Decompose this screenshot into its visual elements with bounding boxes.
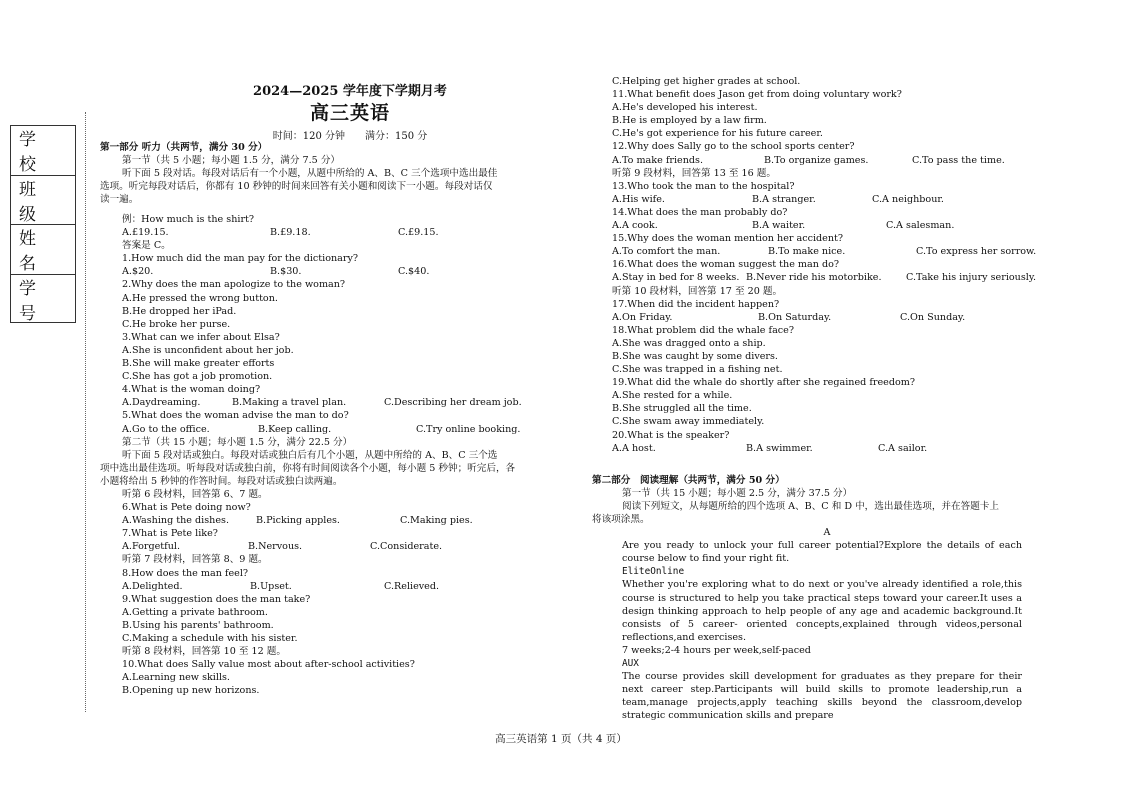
option: A.On Friday. — [612, 311, 673, 323]
option: C.Describing her dream job. — [384, 397, 522, 409]
name-label: 姓 名 — [11, 225, 75, 275]
page-footer: 高三英语第 1 页（共 4 页） — [495, 733, 627, 745]
option: B.Picking apples. — [256, 515, 340, 527]
options — [612, 442, 1042, 455]
instruction-line: 选项。听完每段对话后，你都有 10 秒钟的时间来回答有关小题和阅读下一小题。每段对话仅 — [100, 181, 493, 193]
option: B.Nervous. — [248, 541, 303, 553]
option: C.A salesman. — [886, 220, 955, 232]
question: 1.How much did the man pay for the dictionary? — [122, 253, 359, 265]
question: 4.What is the woman doing? — [122, 384, 261, 396]
option: A.$20. — [122, 266, 154, 278]
option: A.A host. — [612, 442, 656, 454]
option: A.Delighted. — [122, 580, 183, 592]
question: 10.What does Sally value most about after-school activities? — [122, 659, 415, 671]
option: C.She was trapped in a fishing net. — [612, 364, 783, 376]
option: A.Getting a private bathroom. — [122, 606, 268, 618]
option: C.A sailor. — [878, 442, 928, 454]
option: C.Considerate. — [370, 541, 443, 553]
question: 9.What suggestion does the man take? — [122, 593, 311, 605]
options — [100, 423, 560, 436]
option: B.A swimmer. — [746, 442, 813, 454]
option: A.To make friends. — [612, 154, 703, 166]
option: A.She was dragged onto a ship. — [612, 337, 766, 349]
option: A.Daydreaming. — [122, 397, 201, 409]
question: 16.What does the woman suggest the man do? — [612, 259, 840, 271]
material-heading: 听第 10 段材料，回答第 17 至 20 题。 — [612, 285, 783, 297]
option: C.He broke her purse. — [122, 318, 231, 330]
instruction-line: 读一遍。 — [100, 194, 139, 206]
binding-line — [85, 112, 86, 712]
course-meta: 7 weeks;2-4 hours per week,self-paced — [622, 644, 811, 656]
material-heading: 听第 8 段材料，回答第 10 至 12 题。 — [122, 646, 286, 658]
option: B.Making a travel plan. — [232, 397, 347, 409]
question: 17.When did the incident happen? — [612, 298, 780, 310]
option: A.His wife. — [612, 193, 665, 205]
part-heading: 第一部分 听力（共两节，满分 30 分） — [100, 142, 268, 153]
exam-subject: 高三英语 — [309, 102, 390, 124]
option: B.He dropped her iPad. — [122, 305, 237, 317]
option: A.He's developed his interest. — [612, 102, 758, 114]
option: A.Forgetful. — [122, 541, 180, 553]
question: 19.What did the whale do shortly after she regained freedom? — [612, 377, 915, 389]
options — [612, 154, 1042, 167]
course-description: Whether you're exploring what to do next or you've already identified a role,this course is structured to help you take practical steps toward your career.It uses a design thinking approach to help people of any age and academic background.It consists of 5 career- oriented concepts,explained through videos,personal reflections,and exercises. — [622, 579, 1022, 643]
question: 5.What does the woman advise the man to do? — [122, 410, 349, 422]
options — [100, 396, 560, 409]
material-heading: 听第 6 段材料，回答第 6、7 题。 — [122, 488, 268, 500]
option: A.To comfort the man. — [612, 246, 721, 258]
listening-header — [100, 141, 560, 206]
option: A.A cook. — [612, 220, 658, 232]
option: A.Stay in bed for 8 weeks. — [612, 272, 740, 284]
passage-label: A — [823, 527, 831, 539]
option: A.She is unconfident about her job. — [122, 344, 294, 356]
option: C.Take his injury seriously. — [906, 272, 1037, 284]
option: C.Making pies. — [400, 515, 473, 527]
option: C.Relieved. — [384, 580, 440, 592]
option: C.To express her sorrow. — [916, 246, 1037, 258]
material-heading: 听第 7 段材料，回答第 8、9 题。 — [122, 554, 268, 566]
section-heading: 第一节（共 15 小题；每小题 2.5 分，满分 37.5 分） — [622, 487, 853, 499]
course-name: AUX — [622, 658, 639, 670]
question: 11.What benefit does Jason get from doing voluntary work? — [612, 89, 902, 101]
options — [612, 245, 1042, 258]
options — [612, 311, 1042, 324]
part-heading: 第二部分 阅读理解（共两节，满分 50 分） — [592, 474, 785, 486]
question: 20.What is the speaker? — [612, 429, 730, 441]
option: C.Helping get higher grades at school. — [612, 76, 801, 87]
school-label: 学 校 — [11, 126, 75, 176]
question: 7.What is Pete like? — [122, 528, 218, 540]
options — [100, 265, 560, 278]
option: B.$30. — [270, 266, 302, 278]
options — [100, 580, 560, 593]
question: 13.Who took the man to the hospital? — [612, 180, 795, 192]
question: 8.How does the man feel? — [122, 567, 249, 579]
question: 3.What can we infer about Elsa? — [122, 331, 280, 343]
exam-title: 2024—2025 学年度下学期月考 — [253, 84, 447, 99]
section-heading: 第二节（共 15 小题；每小题 1.5 分，满分 22.5 分） — [122, 436, 353, 448]
option: B.Never ride his motorbike. — [746, 272, 882, 284]
option: B.A stranger. — [752, 193, 816, 205]
option: B.She struggled all the time. — [612, 403, 752, 415]
option: B.To organize games. — [764, 154, 869, 166]
option: B.She will make greater efforts — [122, 358, 275, 370]
options — [100, 540, 560, 553]
option: B.To make nice. — [768, 246, 846, 258]
option: B.On Saturday. — [758, 311, 832, 323]
left-column — [100, 213, 560, 697]
option: A.Learning new skills. — [122, 672, 230, 684]
option: C.She has got a job promotion. — [122, 371, 273, 383]
option: A.Washing the dishes. — [122, 515, 229, 527]
option: B.Keep calling. — [258, 423, 332, 435]
option: B.Using his parents' bathroom. — [122, 619, 274, 631]
instruction-line: 阅读下列短文，从每题所给的四个选项 A、B、C 和 D 中，选出最佳选项，并在答题卡上 — [622, 500, 999, 512]
course-name: EliteOnline — [622, 566, 685, 578]
student-id-label: 学 号 — [19, 279, 44, 325]
question: 15.Why does the woman mention her accident? — [612, 233, 844, 245]
example-answer: 答案是 C。 — [122, 240, 171, 252]
options — [612, 271, 1042, 284]
option: B.He is employed by a law firm. — [612, 115, 767, 127]
option: B.Upset. — [250, 580, 292, 592]
option: C.He's got experience for his future career. — [612, 128, 823, 140]
question: 12.Why does Sally go to the school sports center? — [612, 141, 855, 153]
instruction-line: 项中选出最佳选项。听每段对话或独白前，你将有时间阅读各个小题，每小题 5 秒钟；听完后，各 — [100, 462, 516, 474]
question: 2.Why does the man apologize to the woman? — [122, 279, 346, 291]
option: C.On Sunday. — [900, 311, 966, 323]
option: B.Opening up new horizons. — [122, 685, 260, 697]
options — [612, 193, 1042, 206]
option: C.Making a schedule with his sister. — [122, 633, 298, 644]
option: B.£9.18. — [270, 227, 311, 239]
option: A.He pressed the wrong button. — [122, 292, 278, 304]
option: C.$40. — [398, 266, 430, 278]
course-description: The course provides skill development for graduates as they prepare for their next career step.Participants will build skills to promote leadership,run a team,manage projects,apply teaching skills beyond the classroom,develop strategic communication skills and prepare — [622, 671, 1022, 722]
option: C.A neighbour. — [872, 193, 944, 205]
question: 6.What is Pete doing now? — [122, 502, 251, 514]
exam-time-score: 时间：120 分钟 满分：150 分 — [272, 131, 428, 142]
option: C.Try online booking. — [416, 423, 521, 435]
option: A.£19.15. — [122, 227, 169, 239]
section-heading: 第一节（共 5 小题；每小题 1.5 分，满分 7.5 分） — [122, 155, 341, 167]
instruction-line: 小题将给出 5 秒钟的作答时间。每段对话或独白读两遍。 — [100, 475, 343, 487]
question: 14.What does the man probably do? — [612, 206, 788, 218]
option: A.Go to the office. — [122, 423, 210, 435]
option: A.She rested for a while. — [612, 390, 733, 402]
option: C.She swam away immediately. — [612, 416, 765, 428]
student-info-box — [10, 125, 76, 323]
passage-intro: Are you ready to unlock your full career potential?Explore the details of each course below to find your right fit. — [622, 540, 1022, 565]
instruction-line: 听下面 5 段对话或独白。每段对话或独白后有几个小题，从题中所给的 A、B、C 三个选 — [122, 449, 498, 461]
class-label: 班 级 — [11, 176, 75, 226]
option: C.£9.15. — [398, 227, 439, 239]
options — [100, 514, 560, 527]
options — [612, 219, 1042, 232]
example-question: 例：How much is the shirt? — [122, 214, 255, 225]
instruction-line: 听下面 5 段对话。每段对话后有一个小题，从题中所给的 A、B、C 三个选项中选出最佳 — [122, 168, 498, 180]
material-heading: 听第 9 段材料，回答第 13 至 16 题。 — [612, 167, 776, 179]
option: B.A waiter. — [752, 220, 806, 232]
question: 18.What problem did the whale face? — [612, 324, 794, 336]
option: C.To pass the time. — [912, 154, 1005, 166]
right-column — [592, 75, 1042, 722]
example-options — [100, 226, 560, 239]
option: B.She was caught by some divers. — [612, 350, 778, 362]
instruction-line: 将该项涂黑。 — [592, 514, 650, 525]
